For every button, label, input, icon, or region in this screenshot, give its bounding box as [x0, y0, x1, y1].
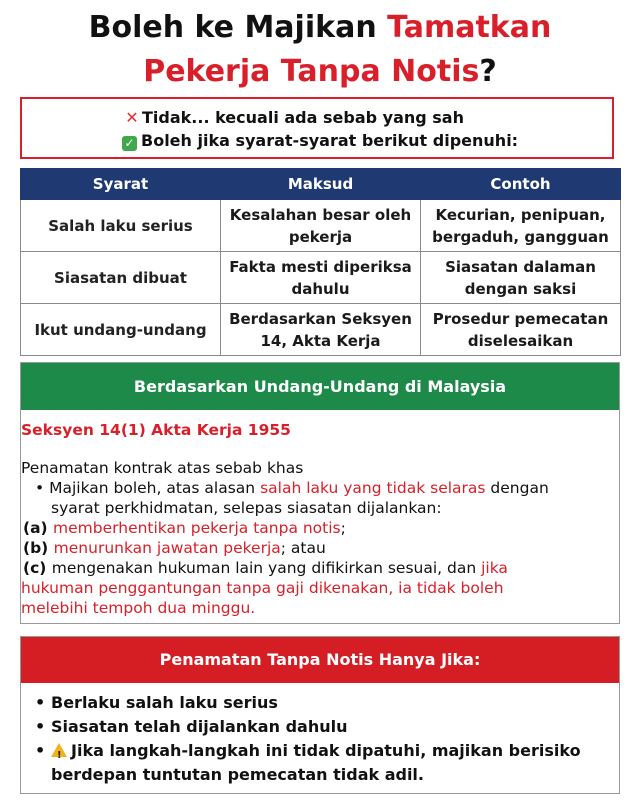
option-a-end: ; [340, 519, 346, 537]
option-c-red3: melebihi tempoh dua minggu. [21, 599, 256, 617]
notice-header: Penamatan Tanpa Notis Hanya Jika: [21, 637, 619, 683]
option-c-label: (c) [23, 559, 52, 577]
option-b-label: (b) [23, 539, 54, 557]
summary-box [20, 97, 614, 159]
law-body [21, 410, 619, 618]
warning-line2: berdepan tuntutan pemecatan tidak adil. [51, 765, 424, 784]
law-intro: Penamatan kontrak atas sebab khas [21, 459, 304, 477]
bullet-icon: • [35, 741, 46, 760]
option-a-red: memberhentikan pekerja tanpa notis [53, 519, 341, 537]
summary-yes [122, 129, 612, 152]
header-maksud: Maksud [221, 169, 421, 200]
table-cell: Berdasarkan Seksyen 14, Akta Kerja [221, 304, 421, 356]
table-cell: Prosedur pemecatan diselesaikan [421, 304, 621, 356]
bullet-red: salah laku yang tidak selaras [260, 479, 486, 497]
page-title [0, 6, 640, 94]
title-line2-black: ? [479, 54, 497, 89]
option-c [21, 558, 619, 578]
bullet-icon: • [35, 479, 50, 497]
list-item [35, 715, 619, 739]
law-section [20, 362, 620, 624]
table-cell: Ikut undang-undang [21, 304, 221, 356]
table-cell: Salah laku serius [21, 200, 221, 252]
table-cell: Kecurian, penipuan, bergaduh, gangguan [421, 200, 621, 252]
table-cell: Siasatan dalaman dengan saksi [421, 252, 621, 304]
summary-yes-text: Boleh jika syarat-syarat berikut dipenuhi: [141, 131, 519, 150]
notice-section [20, 636, 620, 794]
summary-no [122, 106, 612, 129]
check-icon: ✓ [122, 136, 137, 151]
option-c-text: mengenakan hukuman lain yang difikirkan sesuai, dan [51, 559, 482, 577]
warning-icon: ! [51, 743, 67, 757]
cross-icon: ✕ [125, 108, 139, 127]
header-syarat: Syarat [21, 169, 221, 200]
conditions-table [20, 168, 621, 356]
bullet-suffix: dengan [485, 479, 549, 497]
section-title: Seksyen 14(1) Akta Kerja 1955 [21, 421, 291, 439]
list-item-warning [35, 739, 619, 763]
warning-line1: Jika langkah-langkah ini tidak dipatuhi, majikan berisiko [71, 741, 581, 760]
option-c-red1: jika [481, 559, 508, 577]
table-row [21, 304, 621, 356]
header-contoh: Contoh [421, 169, 621, 200]
warning-line2-row [35, 763, 619, 787]
option-a-label: (a) [23, 519, 54, 537]
table-cell: Siasatan dibuat [21, 252, 221, 304]
option-b-end: ; atau [280, 539, 326, 557]
table-row [21, 252, 621, 304]
list-item-text: Berlaku salah laku serius [51, 693, 278, 712]
title-line1-black: Boleh ke Majikan [88, 10, 388, 45]
table-row [21, 200, 621, 252]
summary-no-text: Tidak... kecuali ada sebab yang sah [142, 108, 464, 127]
option-b-red: menurunkan jawatan pekerja [53, 539, 281, 557]
table-header-row [21, 169, 621, 200]
title-line1-red: Tamatkan [387, 10, 552, 45]
list-item-text: Siasatan telah dijalankan dahulu [51, 717, 348, 736]
law-bullet [21, 478, 619, 498]
option-b [21, 538, 619, 558]
bullet-prefix: Majikan boleh, atas alasan [49, 479, 261, 497]
notice-body [21, 683, 619, 787]
list-item [35, 691, 619, 715]
table-cell: Fakta mesti diperiksa dahulu [221, 252, 421, 304]
title-line2-red: Pekerja Tanpa Notis [143, 54, 480, 89]
option-c-red2: hukuman penggantungan tanpa gaji dikenakan, ia tidak boleh [21, 579, 504, 597]
bullet-line2: syarat perkhidmatan, selepas siasatan dijalankan: [51, 499, 442, 517]
bullet-icon: • [35, 717, 46, 736]
bullet-icon: • [35, 693, 46, 712]
law-header: Berdasarkan Undang-Undang di Malaysia [21, 363, 619, 410]
table-cell: Kesalahan besar oleh pekerja [221, 200, 421, 252]
option-a [21, 518, 619, 538]
